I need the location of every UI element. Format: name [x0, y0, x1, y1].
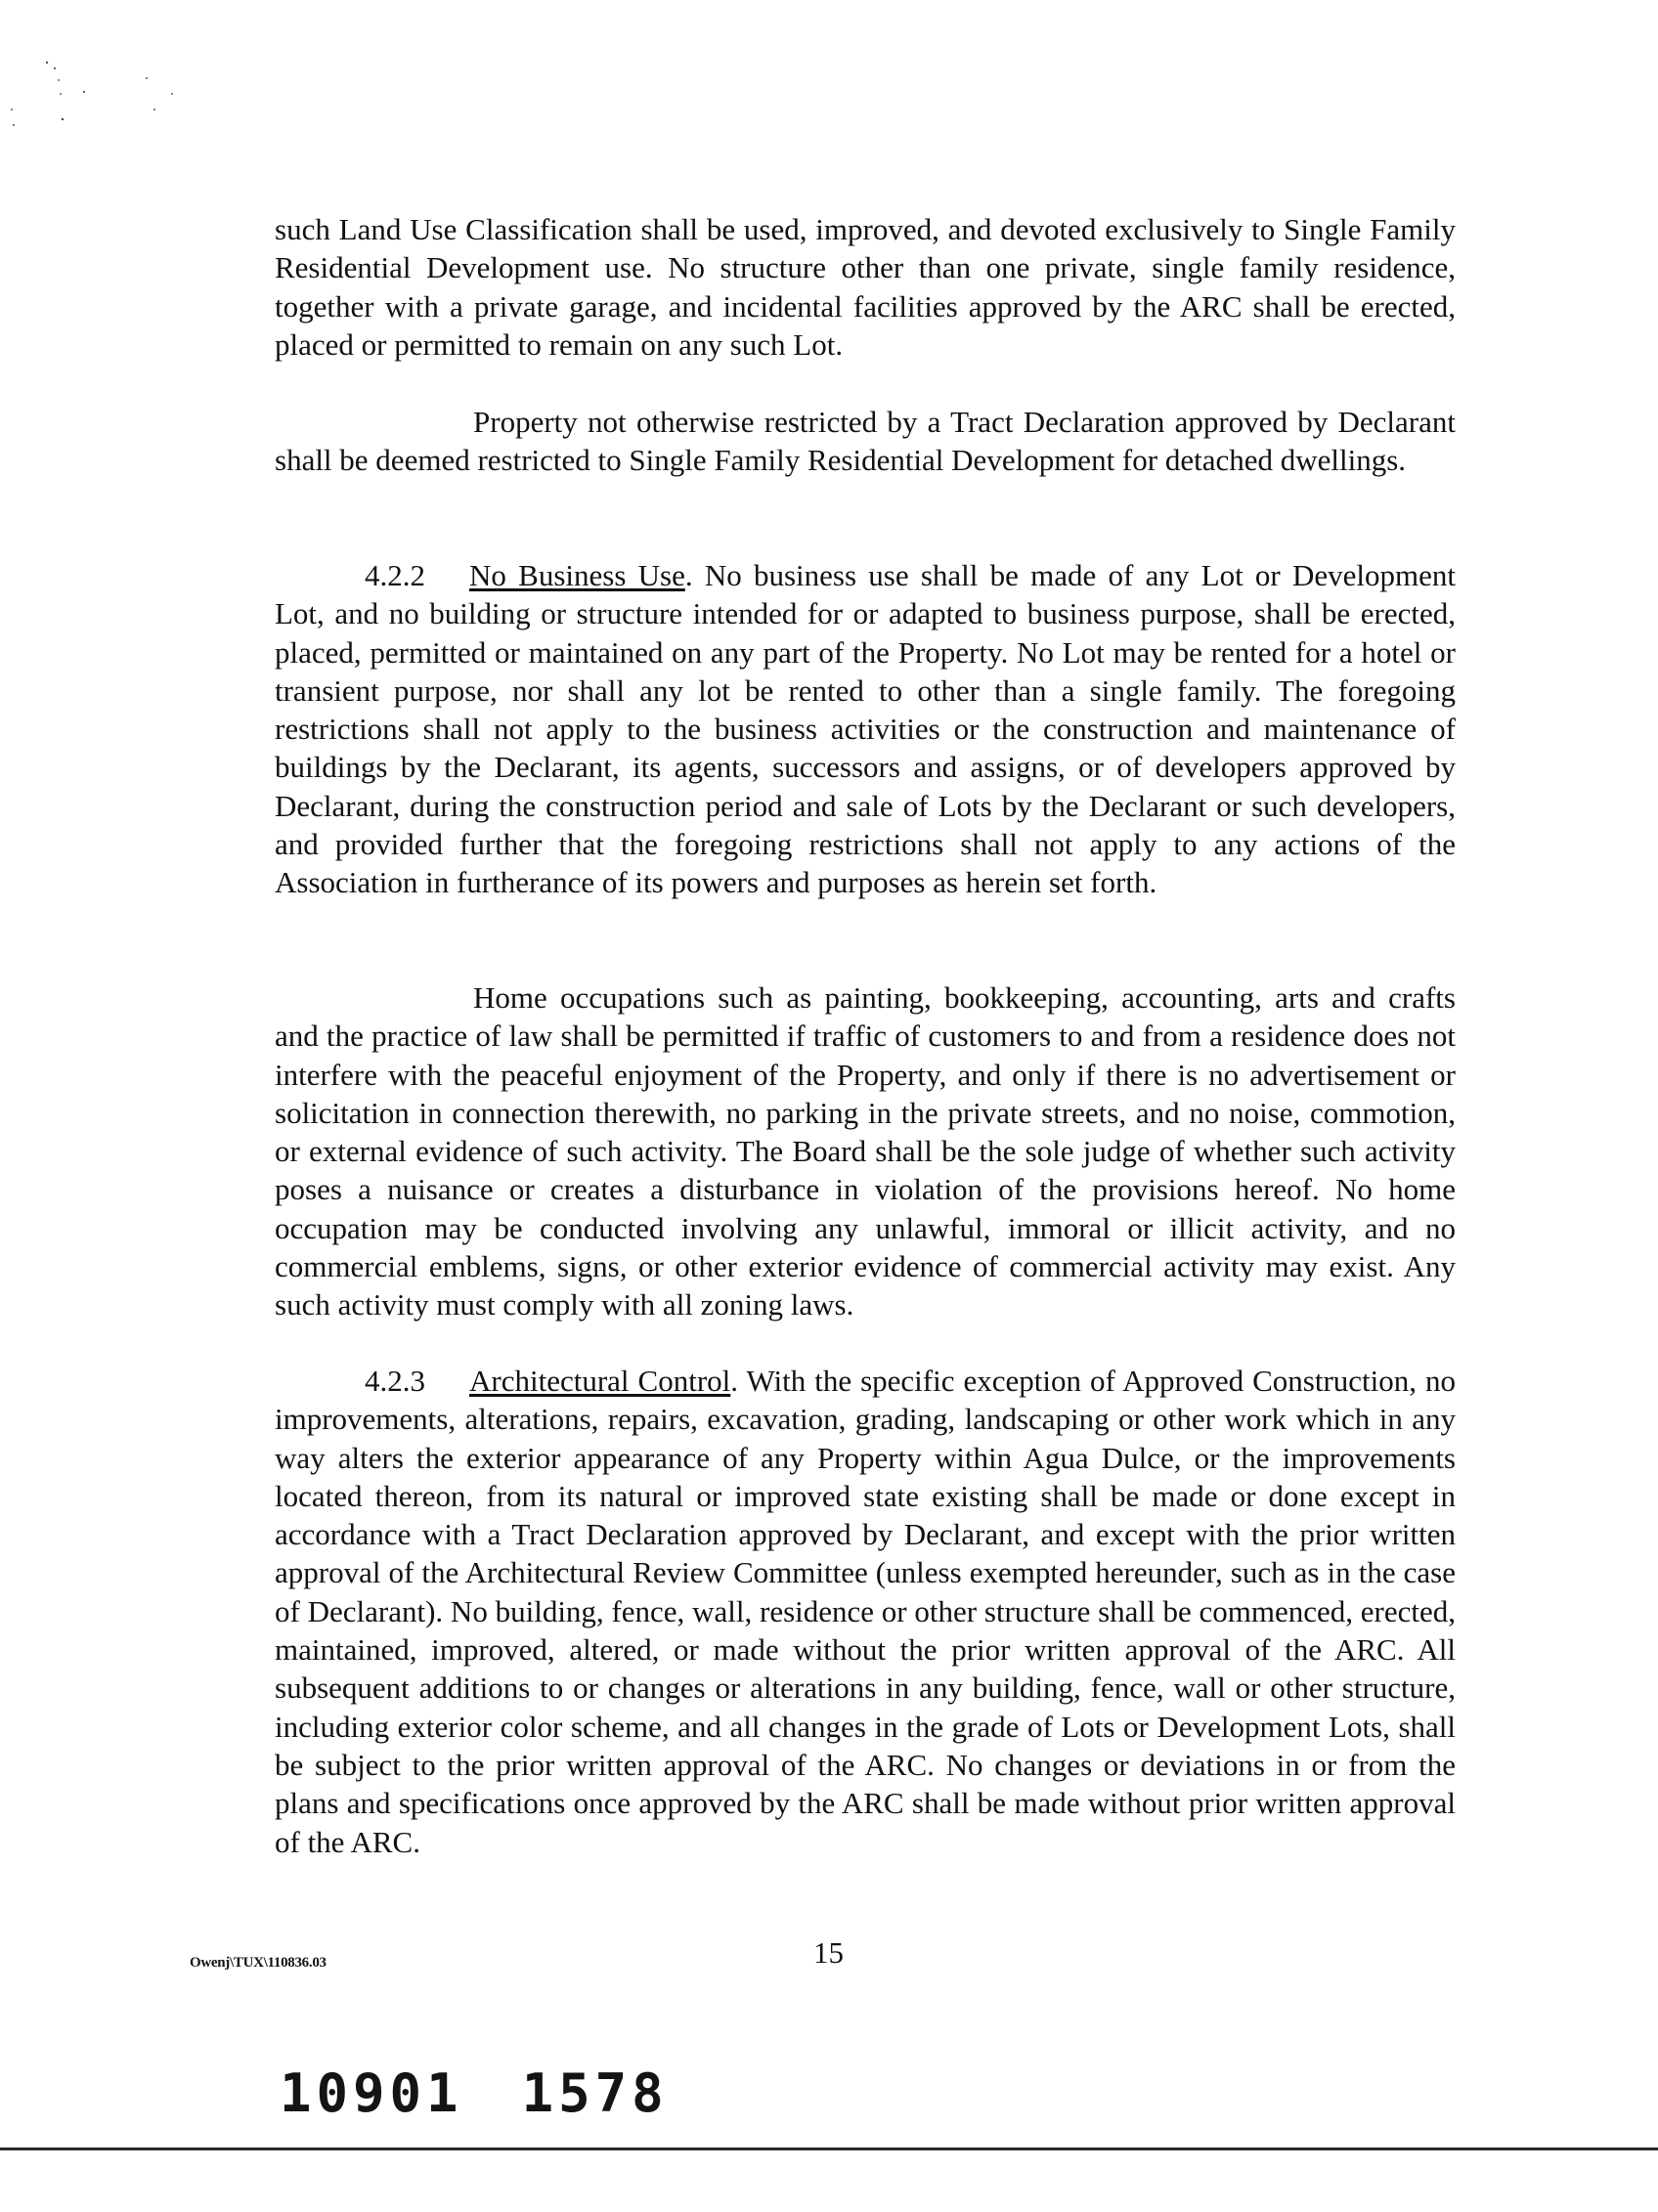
section-title: Architectural Control	[469, 1364, 731, 1398]
section-number: 4.2.2	[365, 558, 425, 592]
section-text: . No business use shall be made of any Lot or Development Lot, and no building or structure intended for or adapted to business purpose, shall be erected, placed, permitted or maintained on any part of the Property. No Lot may be rented for a hotel or transient purpose, nor shall any lot be rented to other than a single family. The foregoing restrictions shall not apply to the business activities or the construction and maintenance of buildings by the Declarant, its agents, successors and assigns, or of developers approved by Declarant, during the construction period and sale of Lots by the Declarant or such developers, and provided further that the foregoing restrictions shall not apply to any actions of the Association in furtherance of its powers and purposes as herein set forth.	[275, 558, 1457, 900]
paragraph-home-occupations: Home occupations such as painting, bookkeeping, accounting, arts and crafts and the practice of law shall be permitted if traffic of customers to and from a residence does not interfere with the peaceful enjoyment of the Property, and only if there is no advertisement or solicitation in connection therewith, no parking in the private streets, and no noise, commotion, or external evidence of such activity. The Board shall be the sole judge of whether such activity poses a nuisance or creates a disturbance in violation of the provisions hereof. No home occupation may be conducted involving any unlawful, immoral or illicit activity, and no commercial emblems, signs, or other exterior evidence of commercial activity may exist. Any such activity must comply with all zoning laws.	[275, 980, 1456, 1323]
footer-file-reference: Owenj\TUX\110836.03	[190, 1955, 327, 1971]
paragraph-land-use: such Land Use Classification shall be used, improved, and devoted exclusively to Single Family Residential Development use. No structure other than one private, single family residence, together with a private garage, and incidental facilities approved by the ARC shall be erected, placed or permitted to remain on any such Lot.	[275, 212, 1456, 362]
section-text: . With the specific exception of Approved Construction, no improvements, alterations, repairs, excavation, grading, landscaping or other work which in any way alters the exterior appearance of any Property within Agua Dulce, or the improvements located thereon, from its natural or improved state existing shall be made or done except in accordance with a Tract Declaration approved by Declarant, and except with the prior written approval of the Architectural Review Committee (unless exempted hereunder, such as in the case of Declarant). No building, fence, wall, residence or other structure shall be commenced, erected, maintained, improved, altered, or made without the prior written approval of the ARC. All subsequent additions to or changes or alterations in any building, fence, wall or other structure, including exterior color scheme, and all changes in the grade of Lots or Development Lots, shall be subject to the prior written approval of the ARC. No changes or deviations in or from the plans and specifications once approved by the ARC shall be made without prior written approval of the ARC.	[275, 1364, 1457, 1859]
bottom-scan-rule	[0, 2147, 1658, 2150]
stamp-page-number: 1578	[521, 2062, 669, 2124]
scan-specks	[0, 0, 196, 137]
recording-stamp	[280, 2062, 669, 2124]
section-title: No Business Use	[469, 558, 685, 592]
section-number: 4.2.3	[365, 1364, 425, 1398]
page-number: 15	[813, 1935, 844, 1970]
section-4-2-3	[275, 1362, 1456, 1861]
paragraph-default-restriction: Property not otherwise restricted by a Tract Declaration approved by Declarant shall be deemed restricted to Single Family Residential Development for detached dwellings.	[275, 405, 1456, 478]
section-4-2-2	[275, 556, 1456, 902]
stamp-book-number: 10901	[280, 2062, 463, 2124]
